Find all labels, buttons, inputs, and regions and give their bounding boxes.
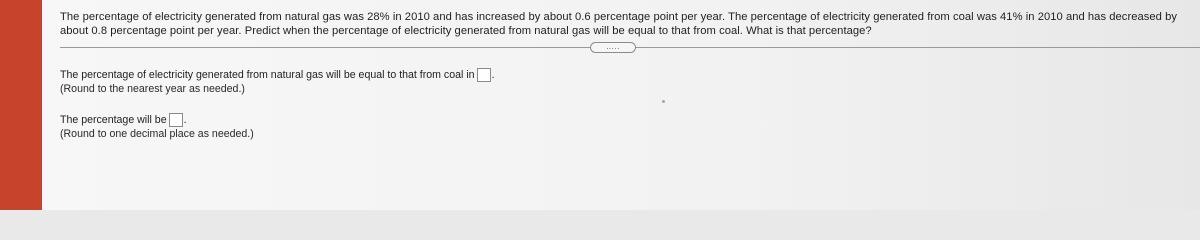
part2-prompt: The percentage will be	[60, 114, 167, 126]
part1-hint: (Round to the nearest year as needed.)	[60, 83, 245, 95]
year-answer-input[interactable]	[477, 68, 491, 82]
answer-part-1	[60, 68, 495, 96]
percentage-answer-input[interactable]	[169, 113, 183, 127]
question-text: The percentage of electricity generated from natural gas was 28% in 2010 and has increased by about 0.6 percentage point per year. The percentage of electricity generated from coal was 41% in 2010 and has decreased by about 0.8 percentage point per year. Predict when the percentage of electricity generated from natural gas will be equal to that from coal. What is that percentage?	[60, 11, 1178, 37]
mouse-cursor-dot	[662, 100, 665, 103]
part1-prompt: The percentage of electricity generated from natural gas will be equal to that from coal in	[60, 69, 475, 81]
left-accent-bar	[0, 0, 42, 210]
expand-handle-button[interactable]: .....	[590, 42, 636, 53]
part1-end-punct: .	[491, 69, 495, 81]
answer-part-2	[60, 113, 254, 141]
part2-hint: (Round to one decimal place as needed.)	[60, 128, 254, 140]
part2-end-punct: .	[183, 114, 187, 126]
question-panel	[42, 0, 1200, 210]
